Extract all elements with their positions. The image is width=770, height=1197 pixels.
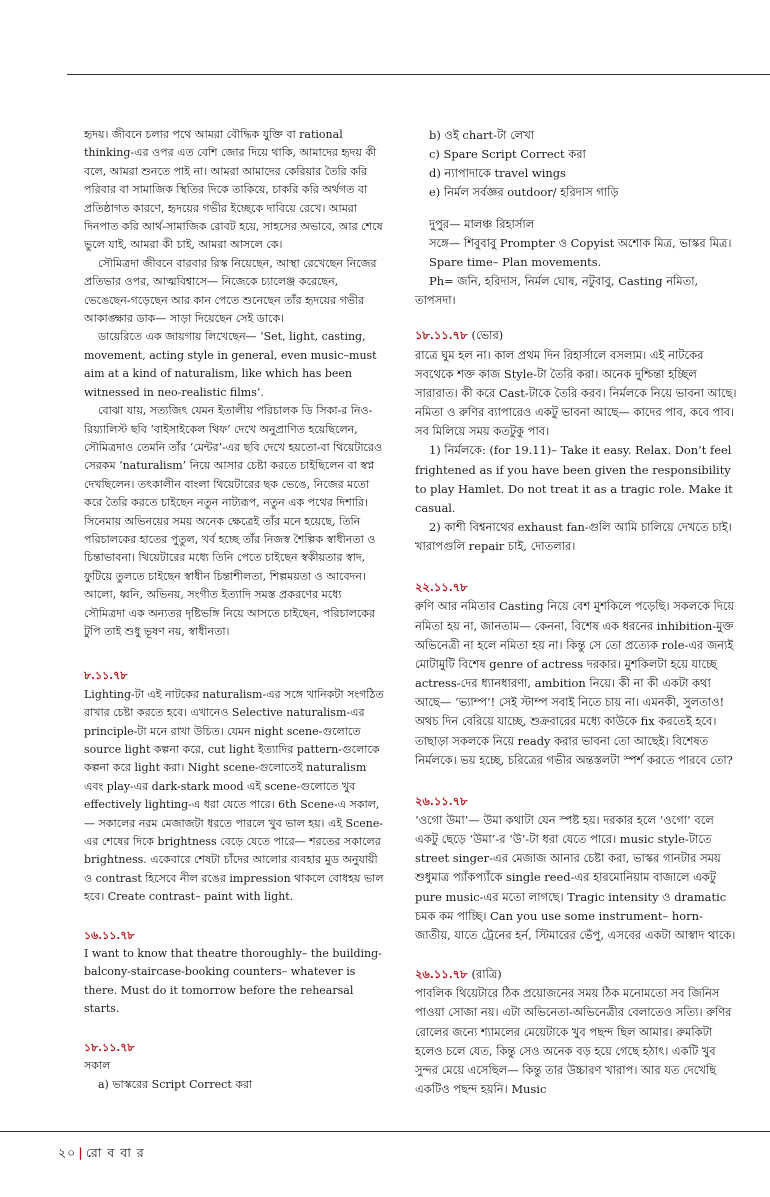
paragraph: হৃদয়। জীবনে চলার পথে আমরা বৌদ্ধিক যুক্তি বা rational thinking-এর ওপর এত বেশি জোর দিয়ে থাকি, আমাদের হৃদয় কী বলে, আমরা শুনতে পাই না। আমরা আমাদের কেরিয়ার তৈরি করি পরিবার বা সামাজিক স্থিতির দিকে তাকিয়ে, চাকরি করি অর্থগত বা প্রতিষ্ঠাগত কারণে, হৃদয়ের গভীর ইচ্ছেকে দাবিয়ে রেখে। আমরা দিনপাত করি আর্থ-সামাজিক রোবট হয়ে, সাহসের অভাবে, আর শেষে ভুলে যাই, আমরা কী চাই, আমরা আসলে কে। [84, 128, 383, 252]
plan-line: সঙ্গে— শিবুবাবু Prompter ও Copyist অশোক মিত্র, ভাস্কর মিত্র। [429, 235, 732, 250]
diary-date [415, 326, 737, 345]
left-column [84, 126, 384, 1094]
todo-item: d) ন্যাপাদাকে travel wings [429, 166, 566, 181]
paragraph: সৌমিত্রদা জীবনে বারবার রিস্ক নিয়েছেন, আস্থা রেখেছেন নিজের প্রতিভার ওপর, আত্মবিশ্বাসে— নিজেকে চ্যালেঞ্জ করেছেন, ভেঙেছেন-গড়েছেন আর কান পেতে শুনেছেন তাঁর হৃদয়ের গভীর আকাঙ্ক্ষার ডাক— সাড়া দিয়েছেন সেই ডাকে। [84, 256, 377, 326]
page-number: ২০ [58, 1145, 77, 1160]
diary-point: 2) কাশী বিশ্বনাথের exhaust fan-গুলি আমি চালিয়ে দেখতে চাই। খারাপগুলি repair চাই, দোতলার। [415, 519, 732, 554]
diary-entry: পাবলিক থিয়েটারে ঠিক প্রয়োজনের সময় ঠিক মনোমতো সব জিনিস পাওয়া সোজা নয়। এটা অভিনেতা-অভিনেত্রীর বেলাতেও সত্যি। রুণির রোলের জন্যে শ্যামলের মেয়েটাকে খুব পছন্দ ছিল আমার। রুমকিটা হলেও চলে যেত, কিন্তু সেও অনেক বড় হয়ে গেছে হঠাৎ। একটি খুব সুন্দর মেয়ে এসেছিল— কিন্তু তার উচ্চারণ খারাপ। আর যত দেখেছি একটিও পছন্দ হয়নি। Music [415, 986, 732, 1097]
diary-entry: I want to know that theatre thoroughly– the building-balcony-staircase-booking counters– whatever is there. Must do it tomorrow before the rehearsal starts. [84, 947, 382, 1016]
diary-point: 1) নির্মলকে: (for 19.11)– Take it easy. Relax. Don’t feel frightened as if you have been given the responsibility to play Hamlet. Do not treat it as a tragic role. Make it casual. [415, 443, 733, 515]
todo-item: e) নির্মল সর্বজ্ঞর outdoor/ হরিদাস গাড়ি [429, 185, 619, 200]
diary-date: ৮.১১.৭৮ [84, 669, 128, 683]
date-qualifier: (রাত্রি) [471, 967, 502, 982]
diary-time: সকাল [84, 1059, 111, 1073]
spacer [415, 203, 737, 215]
right-column [415, 126, 737, 1099]
date-qualifier: (ভোর) [471, 328, 504, 343]
diary-entry: Lighting-টা এই নাটকের naturalism-এর সঙ্গে খানিকটা সংগঠিত রাখার চেষ্টা করতে হবে। এখানেও Selective naturalism-এর principle-টা মনে রাখা উচিত। যেমন night scene-গুলোতে source light কল্পনা করে, cut light ইত্যাদির pattern-গুলোকে কল্পনা করে light করা। Night scene-গুলোতেই naturalism এবং play-এর dark-stark mood এই scene-গুলোতে খুব effectively lighting-এ ধরা যেতে পারে। 6th Scene-এ সকাল,— সকালের নরম মেজাজটা ধরতে পারলে খুব ভাল হয়। এই Scene-এর শেষের দিকে brightness বেড়ে যেতে পারে— শরতের সকালের brightness. একেবারে শেষটা চাঁদের আলোর ব্যবহার মুড অনুযায়ী ও contrast হিসেবে নীল রঙের impression থাকলে বোধহয় ভাল হবে। Create contrast– paint with light. [84, 687, 384, 904]
separator-bar: | [78, 1145, 84, 1160]
diary-entry: রাত্রে ঘুম হল না। কাল প্রথম দিন রিহার্সালে বসলাম। এই নাটকের সবথেকে শক্ত কাজ Style-টা তৈরি করা। অনেক দুশ্চিন্তা হচ্ছিল সারারাত। কী করে Cast-টাকে তৈরি করব। নির্মলকে নিয়ে ভাবনা আছে। নমিতা ও রুণির ব্যাপারেও একটু ভাবনা আছে— কাদের পাব, কবে পাব। সব মিলিয়ে সময় কতটুকু পাব। [415, 347, 737, 439]
plan-line: দুপুর— মালঞ্চ রিহার্সাল [429, 216, 535, 231]
plan-line: Ph= জনি, হরিদাস, নির্মল ঘোষ, নটুবাবু, Casting নমিতা, তাপসদা। [415, 274, 699, 308]
diary-date: ২৬.১১.৭৮ [415, 793, 468, 808]
footer-rule [0, 1131, 770, 1132]
date-value: ১৮.১১.৭৮ [415, 328, 468, 343]
plan-line: Spare time– Plan movements. [429, 254, 602, 269]
date-value: ২৬.১১.৭৮ [415, 967, 468, 982]
diary-date: ১৮.১১.৭৮ [84, 1040, 135, 1054]
diary-date [415, 965, 737, 984]
magazine-name: রো ব বা র [85, 1145, 145, 1160]
diary-date: ১৬.১১.৭৮ [84, 928, 135, 942]
paragraph: ডায়েরিতে এক জায়গায় লিখেছেন— ‘Set, light, casting, movement, acting style in general, even music–must aim at a kind of naturalism, like which has been witnessed in neo-realistic films’. [84, 330, 377, 399]
diary-entry: ‘ওগো উমা’— উমা কথাটা যেন স্পষ্ট হয়। দরকার হলে ‘ওগো’ বলে একটু ছেড়ে ‘উমা’-র ‘উ’-টা ধরা যেতে পারে। music style-টাতে street singer-এর মেজাজ আনার চেষ্টা করা, ভাস্কর গানটার সময় শুধুমাত্র প্যাঁকপ্যাঁকে single reed-এর হারমোনিয়াম বাজালে একটু pure music-এর মতো লাগছে। Tragic intensity ও dramatic চমক কম পাচ্ছি। Can you use some instrument– horn-জাতীয়, যাতে ট্রেনের হর্ন, স্টিমারের ভেঁপু, এসবের একটা আস্বাদ থাকে। [415, 813, 736, 942]
header-rule [67, 74, 770, 75]
diary-entry: রুণি আর নমিতার Casting নিয়ে বেশ মুশকিলে পড়েছি। সকলকে দিয়ে নমিতা হয় না, জানতাম— কেননা, বিশেষ এক ধরনের inhibition-মুক্ত অভিনেত্রী না হলে নমিতা হয় না। কিন্তু সে তো প্রত্যেক role-এর জন্যই মোটামুটি বিশেষ genre of actress দরকার। মুশকিলটা হয়ে যাচ্ছে actress-দের ধ্যানধারণা, ambition নিয়ে। কী না কী একটা কথা আছে— ‘ভ্যাম্প’! সেই স্টাম্প সবাই নিতে চায় না। এমনকী, সুলতাও! অথচ দিন বেরিয়ে যাচ্ছে, শুক্রবারের মধ্যে কাউকে fix করতেই হবে। তাছাড়া সকলকে নিয়ে ready করার ভাবনা তো আছেই। বিশেষত নির্মলকে। ভয় হচ্ছে, চরিত্রের গভীর অন্তস্তলটা স্পর্শ করতে পারবে তো? [415, 599, 735, 767]
todo-item: b) ওই chart-টা লেখা [429, 128, 535, 142]
page-footer [58, 1145, 145, 1165]
paragraph: বোঝা যায়, সত্যজিৎ যেমন ইতালীয় পরিচালক ডি সিকা-র নিও-রিয়্যালিস্ট ছবি ‘বাইসাইকেল থিফ’ দেখে অনুপ্রাণিত হয়েছিলেন, সৌমিত্রদাও তেমনি তাঁর ‘মেন্টর’-এর ছবি দেখে হয়তো-বা থিয়েটারেও সেরকম ‘naturalism’ নিয়ে আসার চেষ্টা করতে চাইছিলেন বা স্বপ্ন দেখছিলেন। তৎকালীন বাংলা থিয়েটারের ছক ভেঙে, নিজের মতো করে তৈরি করতে চাইছেন নতুন নাট্যরূপ, নতুন এক পথের দিশারি। সিনেমায় অভিনয়ের সময় অনেক ক্ষেত্রেই তাঁর মনে হয়েছে, তিনি পরিচালকের হাতের পুতুল, খর্ব হচ্ছে তাঁর নিজস্ব শৈল্পিক স্বাধীনতা ও চিন্তাভাবনা। থিয়েটারের মধ্যে তিনি পেতে চাইছেন স্বকীয়তার স্বাদ, ফুটিয়ে তুলতে চাইছেন স্বাধীন চিন্তাশীলতা, শিল্পময়তা ও আবেদন। আলো, ধ্বনি, অভিনয়, সংগীত ইত্যাদি সমস্ত প্রকরণের মধ্যে সৌমিত্রদা এক অন্যতর দৃষ্টিভঙ্গি নিয়ে আসতে চাইছেন, পরিচালকের টুপি তাই শুধু ভূষণ নয়, স্বাধীনতা। [84, 404, 383, 638]
diary-date: ২২.১১.৭৮ [415, 580, 468, 595]
todo-item: a) ভাস্করের Script Correct করা [98, 1077, 253, 1091]
todo-item: c) Spare Script Correct করা [429, 147, 586, 162]
